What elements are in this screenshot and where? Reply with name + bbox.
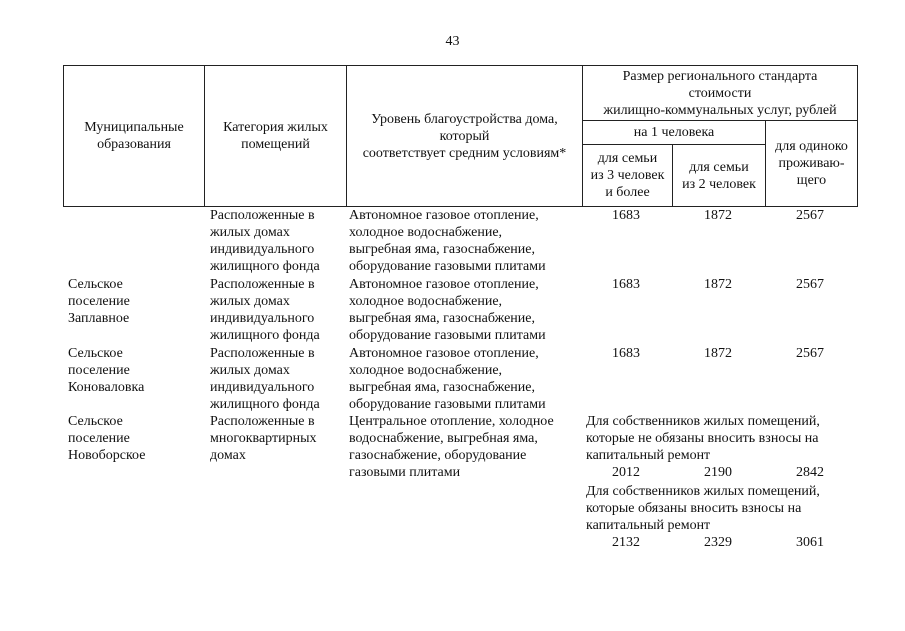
- row2-level: Автономное газовое отопление, холодное водоснабжение, выгребная яма, газоснабжение, оборудование газовыми плитами: [349, 277, 546, 343]
- row4b-family2: 2329: [704, 535, 732, 550]
- row4a-single: 2842: [796, 465, 824, 480]
- row4a-family3: 2012: [612, 465, 640, 480]
- header-single: для одиноко проживаю- щего: [766, 121, 858, 207]
- row2-family2: 1872: [704, 277, 732, 292]
- row3-family3: 1683: [612, 346, 640, 361]
- header-level: Уровень благоустройства дома, который соответствует средним условиям*: [347, 66, 583, 207]
- row3-municipality: Сельское поселение Коноваловка: [68, 346, 145, 395]
- header-standard: Размер регионального стандарта стоимости жилищно-коммунальных услуг, рублей: [583, 66, 858, 121]
- row1-category: Расположенные в жилых домах индивидуального жилищного фонда: [210, 208, 320, 274]
- header-family3: для семьи из 3 человек и более: [583, 145, 673, 207]
- row2-single: 2567: [796, 277, 824, 292]
- header-family2: для семьи из 2 человек: [673, 145, 766, 207]
- row4-note-capital-repair: Для собственников жилых помещений, которые обязаны вносить взносы на капитальный ремонт: [586, 484, 820, 533]
- row2-category: Расположенные в жилых домах индивидуального жилищного фонда: [210, 277, 320, 343]
- page-number: 43: [445, 34, 460, 49]
- row1-family2: 1872: [704, 208, 732, 223]
- row4b-single: 3061: [796, 535, 824, 550]
- row3-level: Автономное газовое отопление, холодное водоснабжение, выгребная яма, газоснабжение, оборудование газовыми плитами: [349, 346, 546, 412]
- table-header: [63, 65, 858, 207]
- row1-single: 2567: [796, 208, 824, 223]
- row2-family3: 1683: [612, 277, 640, 292]
- row3-single: 2567: [796, 346, 824, 361]
- row4a-family2: 2190: [704, 465, 732, 480]
- row2-municipality: Сельское поселение Заплавное: [68, 277, 130, 326]
- row4-category: Расположенные в многоквартирных домах: [210, 414, 317, 463]
- row4-note-no-capital-repair: Для собственников жилых помещений, которые не обязаны вносить взносы на капитальный ремонт: [586, 414, 820, 463]
- row4b-family3: 2132: [612, 535, 640, 550]
- row4-municipality: Сельское поселение Новоборское: [68, 414, 146, 463]
- row1-family3: 1683: [612, 208, 640, 223]
- row3-category: Расположенные в жилых домах индивидуального жилищного фонда: [210, 346, 320, 412]
- header-municipality: Муниципальные образования: [64, 66, 205, 207]
- header-per-person: на 1 человека: [583, 121, 766, 145]
- row4-level: Центральное отопление, холодное водоснабжение, выгребная яма, газоснабжение, оборудование газовыми плитами: [349, 414, 554, 480]
- row1-level: Автономное газовое отопление, холодное водоснабжение, выгребная яма, газоснабжение, оборудование газовыми плитами: [349, 208, 546, 274]
- row3-family2: 1872: [704, 346, 732, 361]
- header-category: Категория жилых помещений: [205, 66, 347, 207]
